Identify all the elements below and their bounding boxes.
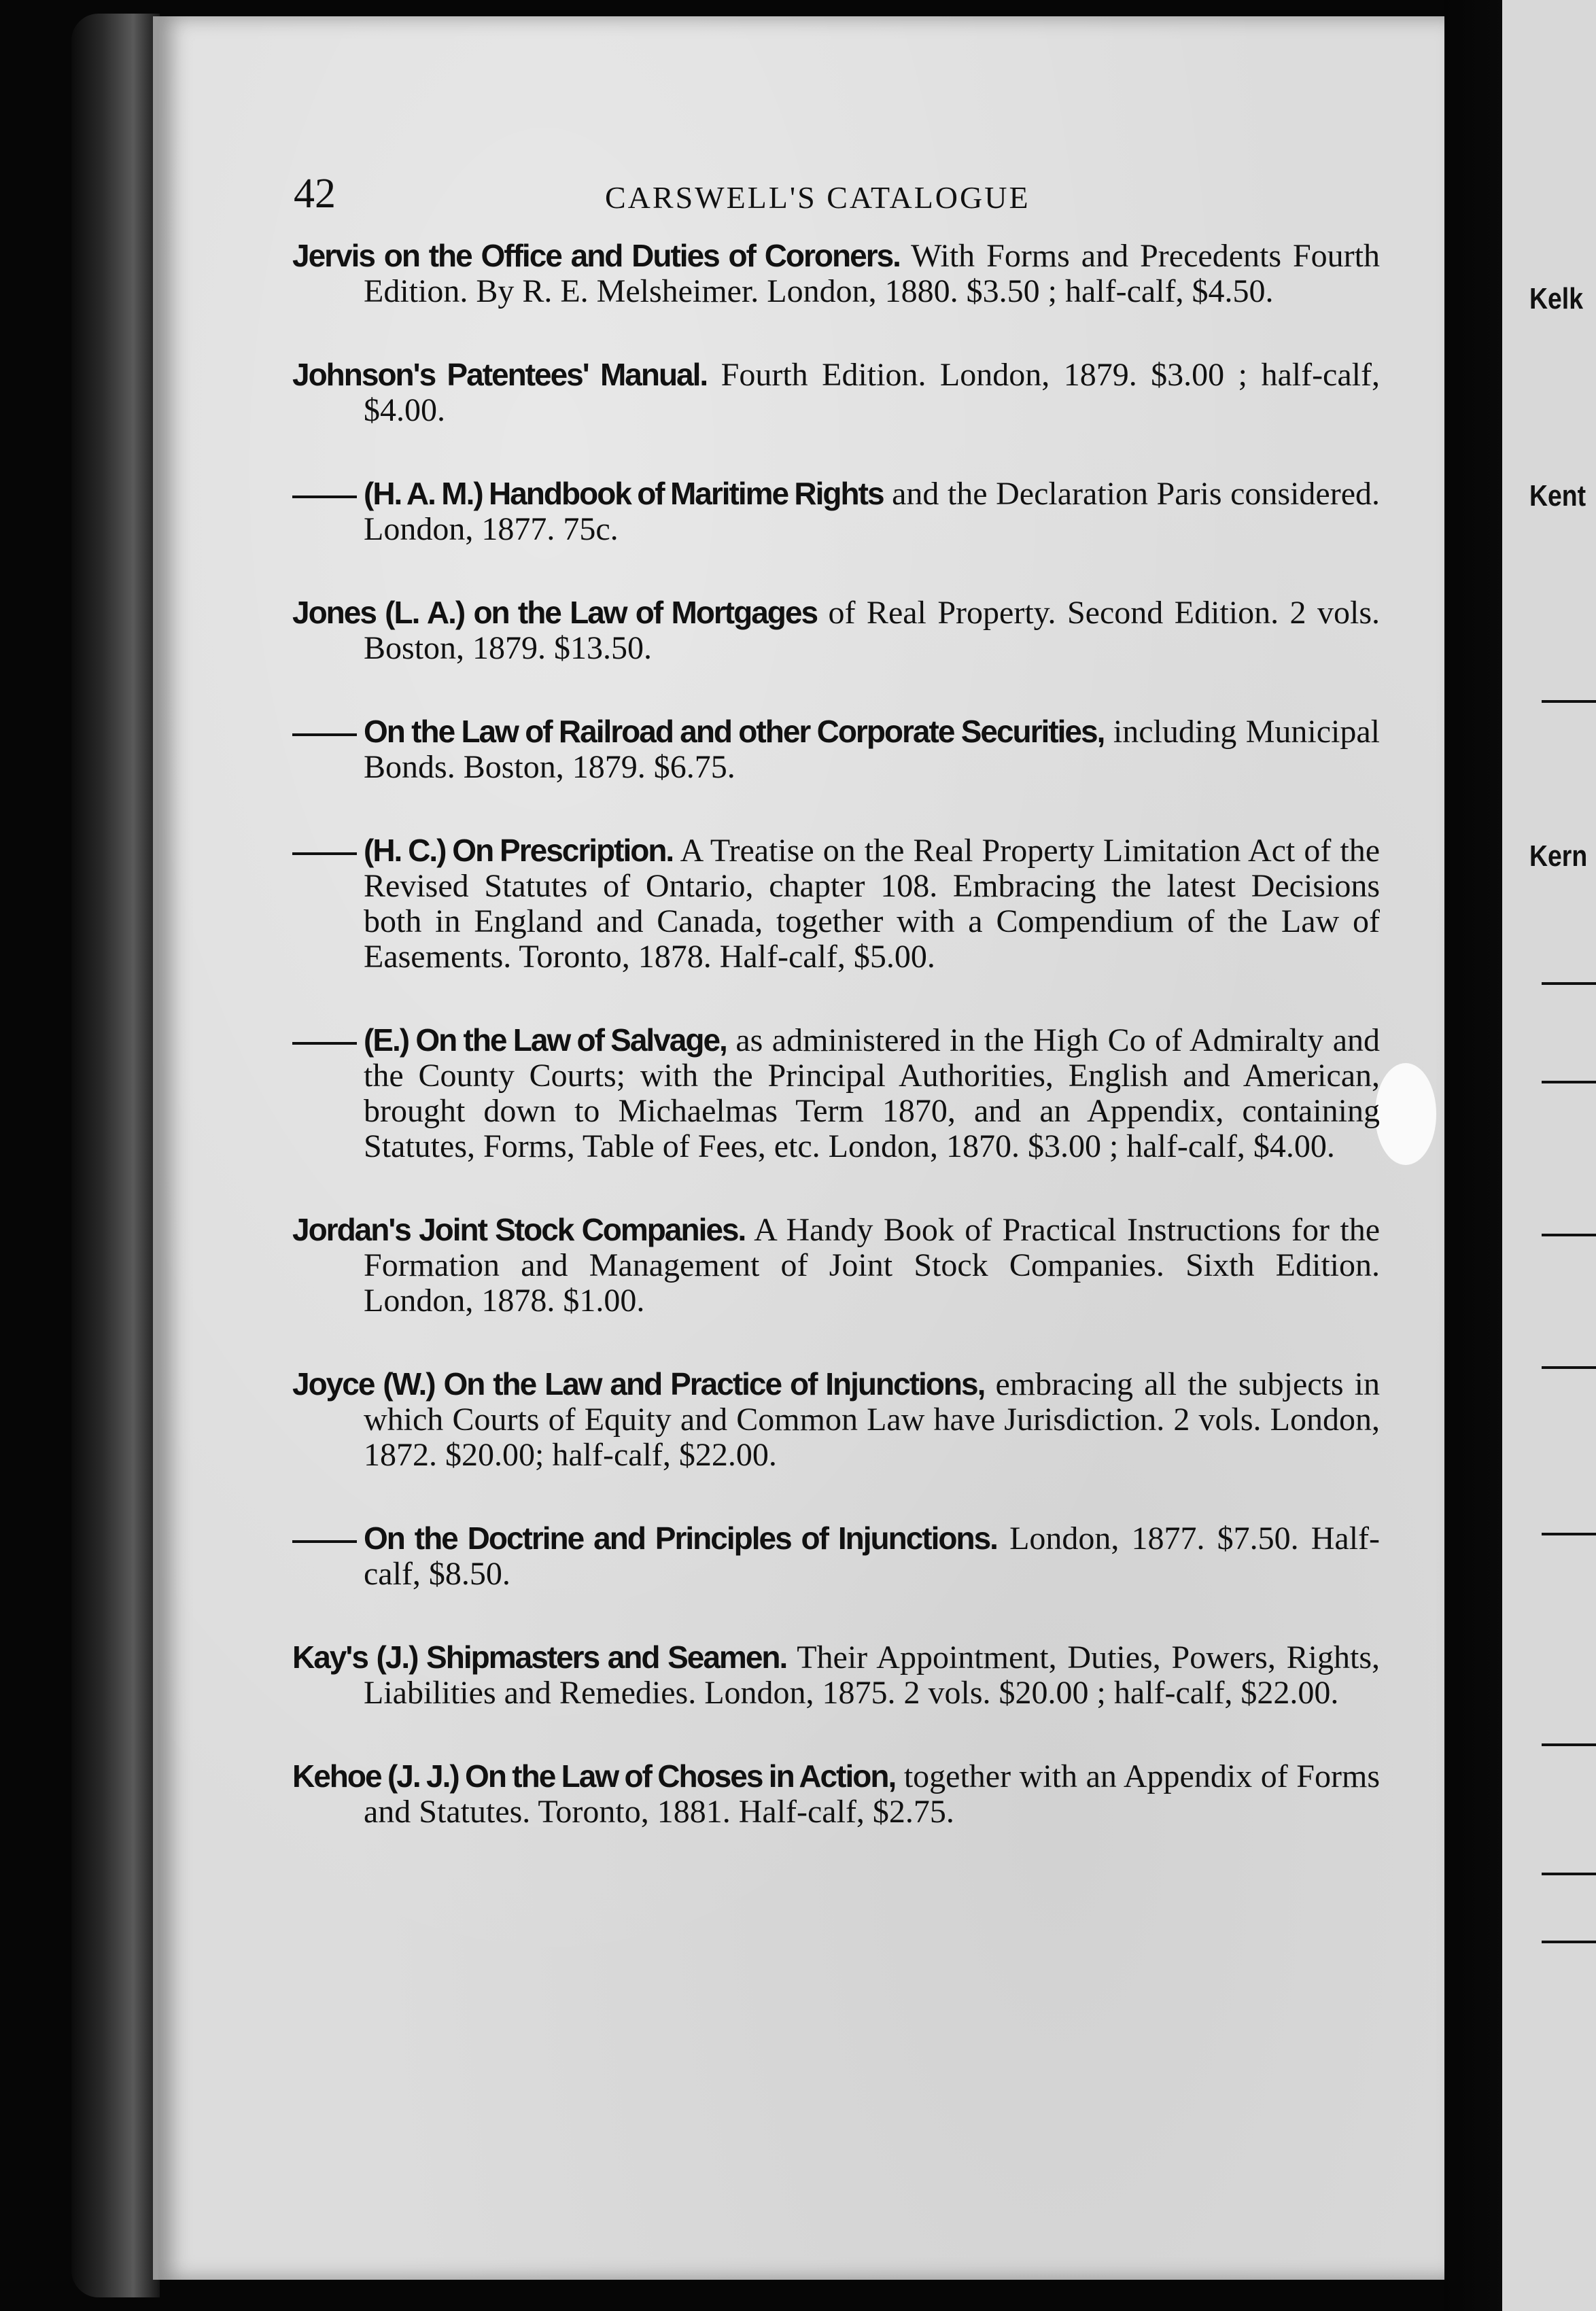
catalogue-entry <box>292 357 1380 428</box>
facing-page-dash <box>1542 1234 1596 1236</box>
catalogue-entry <box>292 1639 1380 1711</box>
ditto-dash <box>292 496 357 498</box>
facing-page-dash <box>1542 1366 1596 1369</box>
entry-title: Jones (L. A.) on the Law of Mortgages <box>292 595 818 630</box>
facing-page-dash <box>1542 1533 1596 1535</box>
facing-page-word-2: Kent <box>1529 479 1586 512</box>
entry-text: Their Appointment, Duties, Powers, Rights, Liabilities and Remedies. London, 1875. 2 vols. $20.00 ; half-calf, $22.00. <box>364 1639 1380 1711</box>
entry-text: and the Declaration Paris considered. London, 1877. 75c. <box>364 476 1381 547</box>
entry-text: London, 1877. $7.50. Half-calf, $8.50. <box>364 1521 1380 1592</box>
facing-page-word-1: Kelk <box>1529 282 1584 315</box>
entry-text: together with an Appendix of Forms and Statutes. Toronto, 1881. Half-calf, $2.75. <box>364 1758 1381 1830</box>
entry-text: Fourth Edition. London, 1879. $3.00 ; half-calf, $4.00. <box>364 357 1380 428</box>
page-number: 42 <box>294 171 336 217</box>
entry-title: Jordan's Joint Stock Companies. <box>292 1212 746 1247</box>
entry-text: as administered in the High Co of Admiralty and the County Courts; with the Principal Authorities, English and American, brought down to Michaelmas Term 1870, and an Appendix, containing Statutes, Forms, Table of Fees, etc. London, 1870. $3.00 ; half-calf, $4.00. <box>364 1022 1381 1164</box>
entry-text: of Real Property. Second Edition. 2 vols. Boston, 1879. $13.50. <box>364 595 1380 666</box>
entry-title: (H. C.) On Prescription. <box>364 833 674 868</box>
entry-text: embracing all the subjects in which Courts of Equity and Common Law have Jurisdiction. 2 vols. London, 1872. $20.00; half-calf, $22.00. <box>364 1366 1381 1473</box>
paper-stain <box>1375 1063 1436 1165</box>
catalogue-entry <box>292 1758 1380 1830</box>
facing-page-fragment <box>1502 0 1596 2311</box>
entry-title: Johnson's Patentees' Manual. <box>292 357 708 392</box>
catalogue-entry <box>292 1366 1380 1473</box>
entry-title: Joyce (W.) On the Law and Practice of Injunctions, <box>292 1366 985 1402</box>
running-head: CARSWELL'S CATALOGUE <box>605 180 1030 215</box>
facing-page-dash <box>1542 1941 1596 1943</box>
ditto-dash <box>292 1042 357 1045</box>
catalogue-entry <box>292 1212 1380 1319</box>
facing-page-dash <box>1542 700 1596 703</box>
ditto-dash <box>292 1540 357 1543</box>
catalogue-entry <box>292 595 1380 666</box>
catalogue-entry <box>292 238 1380 309</box>
catalogue-entry <box>292 714 1380 785</box>
entry-title: (E.) On the Law of Salvage, <box>364 1022 727 1058</box>
catalogue-entry <box>292 833 1380 975</box>
catalogue-entry <box>292 1022 1380 1164</box>
ditto-dash <box>292 733 357 736</box>
book-spine <box>71 14 160 2297</box>
page-header <box>292 170 1380 238</box>
page-gutter <box>1444 0 1506 2311</box>
entry-text: including Municipal Bonds. Boston, 1879. $6.75. <box>364 714 1381 785</box>
facing-page-dash <box>1542 1743 1596 1746</box>
catalogue-entry <box>292 476 1380 547</box>
page-content <box>292 170 1380 1877</box>
facing-page-dash <box>1542 982 1596 985</box>
ditto-dash <box>292 852 357 855</box>
entry-text: A Handy Book of Practical Instructions for the Formation and Management of Joint Stock Companies. Sixth Edition. London, 1878. $1.00. <box>364 1212 1380 1319</box>
entry-title: (H. A. M.) Handbook of Maritime Rights <box>364 476 884 511</box>
catalogue-entry <box>292 1521 1380 1592</box>
entry-title: Jervis on the Office and Duties of Coroners. <box>292 238 900 273</box>
entry-title: Kehoe (J. J.) On the Law of Choses in Action, <box>292 1758 896 1794</box>
entry-text: With Forms and Precedents Fourth Edition. By R. E. Melsheimer. London, 1880. $3.50 ; half-calf, $4.50. <box>364 238 1381 309</box>
facing-page-dash <box>1542 1873 1596 1875</box>
entry-title: On the Doctrine and Principles of Injunctions. <box>364 1521 997 1556</box>
facing-page-word-3: Kern <box>1529 839 1588 873</box>
facing-page-dash <box>1542 1081 1596 1083</box>
entry-title: Kay's (J.) Shipmasters and Seamen. <box>292 1639 787 1675</box>
entry-text: A Treatise on the Real Property Limitation Act of the Revised Statutes of Ontario, chapter 108. Embracing the latest Decisions both in England and Canada, together with a Compendium of the Law of Easements. Toronto, 1878. Half-calf, $5.00. <box>364 833 1381 975</box>
entry-title: On the Law of Railroad and other Corporate Securities, <box>364 714 1105 749</box>
